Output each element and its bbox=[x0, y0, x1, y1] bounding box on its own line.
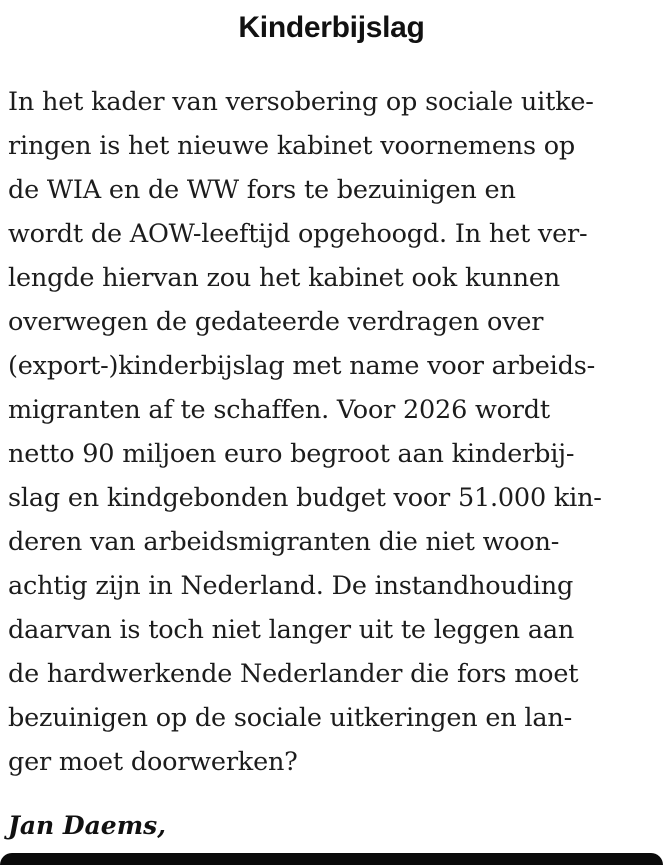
paragraph-line: bezuinigen op de sociale uitkeringen en lan- bbox=[8, 703, 572, 733]
paragraph-line: netto 90 miljoen euro begroot aan kinderbij- bbox=[8, 439, 575, 469]
paragraph-line: de WIA en de WW fors te bezuinigen en bbox=[8, 175, 516, 205]
author-signature: Jan Daems, bbox=[8, 811, 166, 840]
paragraph-line: (export-)kinderbijslag met name voor arbeids- bbox=[8, 351, 596, 381]
paragraph-line: ger moet doorwerken? bbox=[8, 747, 298, 777]
paragraph-line: deren van arbeidsmigranten die niet woon- bbox=[8, 527, 560, 557]
paragraph-line: daarvan is toch niet langer uit te leggen aan bbox=[8, 615, 575, 645]
paragraph-line: overwegen de gedateerde verdragen over bbox=[8, 307, 544, 337]
paragraph-line: wordt de AOW-leeftijd opgehoogd. In het ver- bbox=[8, 219, 588, 249]
body-paragraph bbox=[8, 80, 658, 784]
screen-bottom-edge bbox=[0, 853, 663, 865]
paragraph-line: In het kader van versobering op sociale uitke- bbox=[8, 87, 594, 117]
paragraph-line: ringen is het nieuwe kabinet voornemens op bbox=[8, 131, 576, 161]
section-heading: Kinderbijslag bbox=[238, 11, 425, 44]
paragraph-line: de hardwerkende Nederlander die fors moet bbox=[8, 659, 579, 689]
paragraph-line: achtig zijn in Nederland. De instandhouding bbox=[8, 571, 574, 601]
paragraph-line: migranten af te schaffen. Voor 2026 wordt bbox=[8, 395, 550, 425]
paragraph-line: slag en kindgebonden budget voor 51.000 kin- bbox=[8, 483, 602, 513]
paragraph-line: lengde hiervan zou het kabinet ook kunnen bbox=[8, 263, 560, 293]
